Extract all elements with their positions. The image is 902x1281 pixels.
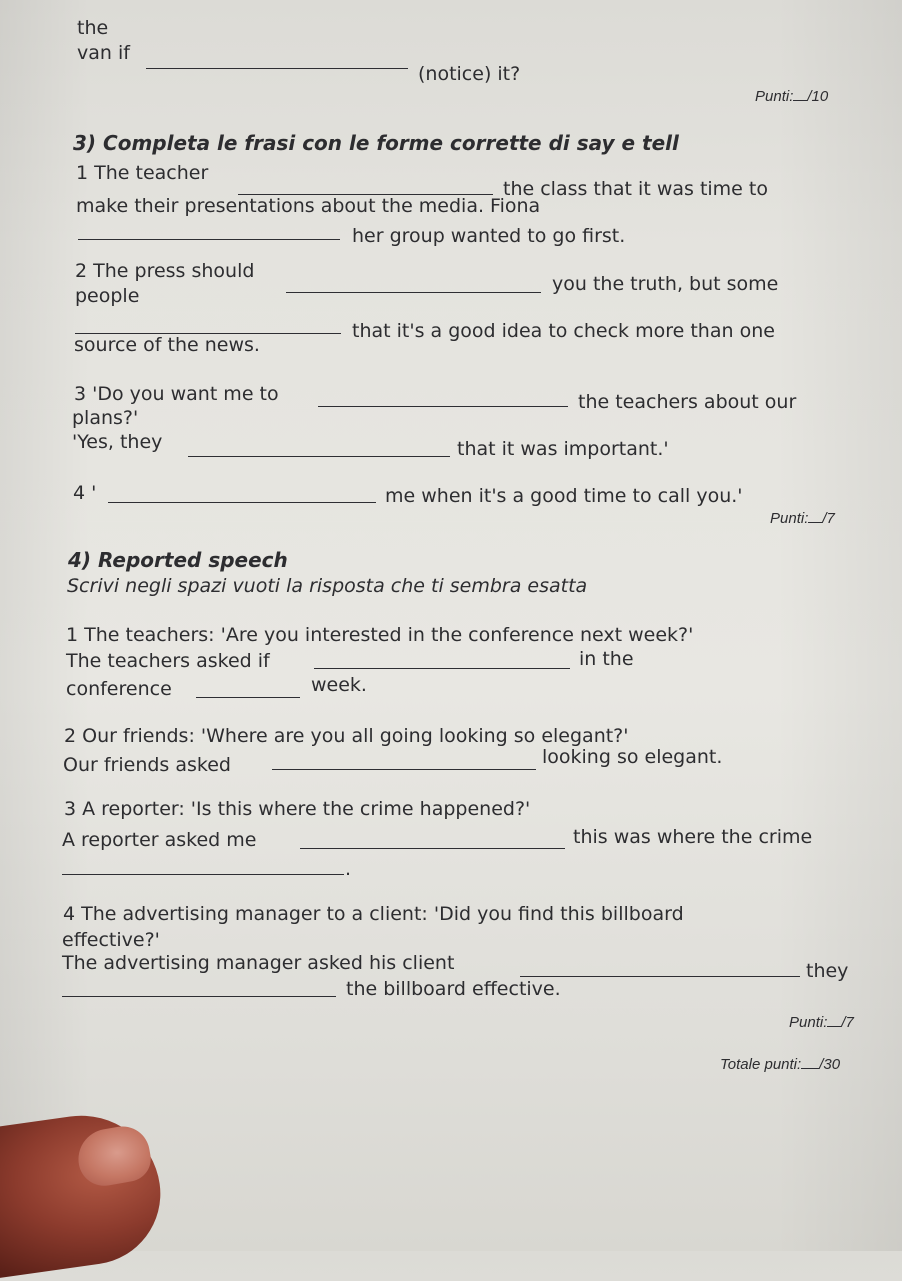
score-total: /7 xyxy=(822,510,835,527)
s3-q3-part-b: the teachers about our xyxy=(578,391,797,413)
s3-q1-part-d: her group wanted to go first. xyxy=(352,225,626,247)
total-blank[interactable] xyxy=(801,1068,819,1069)
answer-blank-s4-q4-1[interactable] xyxy=(520,976,800,977)
answer-blank-s3-q1-2[interactable] xyxy=(78,239,340,240)
s4-q3-part-a: A reporter asked me xyxy=(62,829,257,851)
s3-q2-part-d: that it's a good idea to check more than one xyxy=(352,320,775,342)
s3-q4-part-b: me when it's a good time to call you.' xyxy=(385,485,743,507)
score-intro xyxy=(755,88,828,105)
intro-the: the xyxy=(77,17,109,39)
answer-blank-s4-q4-2[interactable] xyxy=(62,996,336,997)
total-score: /30 xyxy=(819,1056,841,1073)
answer-blank-s4-q3-2[interactable] xyxy=(62,874,344,875)
s3-q2-part-b: people xyxy=(75,285,140,307)
s4-q4-part-c: the billboard effective. xyxy=(346,978,561,1000)
s3-q1-part-b: the class that it was time to xyxy=(503,178,768,200)
answer-blank-s3-q3-1[interactable] xyxy=(318,406,568,407)
s4-q1-part-a: The teachers asked if xyxy=(66,650,270,672)
s4-q1-prompt: 1 The teachers: 'Are you interested in the conference next week?' xyxy=(66,624,694,646)
s3-q3-part-d: 'Yes, they xyxy=(72,431,163,453)
answer-blank-intro[interactable] xyxy=(146,68,408,69)
s3-q3-part-a: 3 'Do you want me to xyxy=(74,383,279,405)
score-blank[interactable] xyxy=(808,522,822,523)
s4-q4-prompt-line1: 4 The advertising manager to a client: 'Did you find this billboard xyxy=(63,903,684,925)
intro-notice: (notice) it? xyxy=(418,63,521,85)
s3-q2-part-c: you the truth, but some xyxy=(552,273,779,295)
total-label: Totale punti: xyxy=(720,1056,802,1073)
section3-heading: 3) Completa le frasi con le forme corrette di say e tell xyxy=(73,131,679,155)
score-label: Punti: xyxy=(789,1014,828,1031)
s4-q3-prompt: 3 A reporter: 'Is this where the crime happened?' xyxy=(64,798,531,820)
s4-q1-part-d: week. xyxy=(311,674,367,696)
score-blank[interactable] xyxy=(793,100,807,101)
answer-blank-s4-q3-1[interactable] xyxy=(300,848,565,849)
s4-q4-part-b: they xyxy=(806,960,849,982)
answer-blank-s4-q2[interactable] xyxy=(272,769,536,770)
s3-q1-part-c: make their presentations about the media. Fiona xyxy=(76,195,541,217)
score-label: Punti: xyxy=(770,510,809,527)
s4-q4-prompt-line2: effective?' xyxy=(62,929,160,951)
score-label: Punti: xyxy=(755,88,794,105)
score-section4 xyxy=(789,1014,854,1031)
s3-q2-part-e: source of the news. xyxy=(74,334,260,356)
score-section3 xyxy=(770,510,835,527)
s4-q3-part-c: . xyxy=(345,858,352,880)
section4-heading: 4) Reported speech xyxy=(68,548,288,572)
s3-q3-part-c: plans?' xyxy=(72,407,139,429)
s4-q1-part-b: in the xyxy=(579,648,634,670)
s3-q4-part-a: 4 ' xyxy=(73,482,97,504)
s4-q2-part-b: looking so elegant. xyxy=(542,746,723,768)
intro-van-if: van if xyxy=(77,42,130,64)
score-total-line xyxy=(720,1056,840,1073)
score-total: /7 xyxy=(841,1014,854,1031)
answer-blank-s4-q1-1[interactable] xyxy=(314,668,570,669)
s3-q3-part-e: that it was important.' xyxy=(457,438,669,460)
section4-instruction: Scrivi negli spazi vuoti la risposta che ti sembra esatta xyxy=(67,575,588,597)
score-blank[interactable] xyxy=(827,1026,841,1027)
answer-blank-s3-q4[interactable] xyxy=(108,502,376,503)
thumb-photo-artifact xyxy=(0,1106,170,1281)
s4-q4-part-a: The advertising manager asked his client xyxy=(62,952,455,974)
s3-q2-part-a: 2 The press should xyxy=(75,260,255,282)
s3-q1-part-a: 1 The teacher xyxy=(76,162,209,184)
s4-q1-part-c: conference xyxy=(66,678,172,700)
answer-blank-s4-q1-2[interactable] xyxy=(196,697,300,698)
s4-q2-prompt: 2 Our friends: 'Where are you all going looking so elegant?' xyxy=(64,725,629,747)
s4-q2-part-a: Our friends asked xyxy=(63,754,231,776)
answer-blank-s3-q3-2[interactable] xyxy=(188,456,450,457)
s4-q3-part-b: this was where the crime xyxy=(573,826,813,848)
score-total: /10 xyxy=(807,88,829,105)
answer-blank-s3-q2-1[interactable] xyxy=(286,292,541,293)
